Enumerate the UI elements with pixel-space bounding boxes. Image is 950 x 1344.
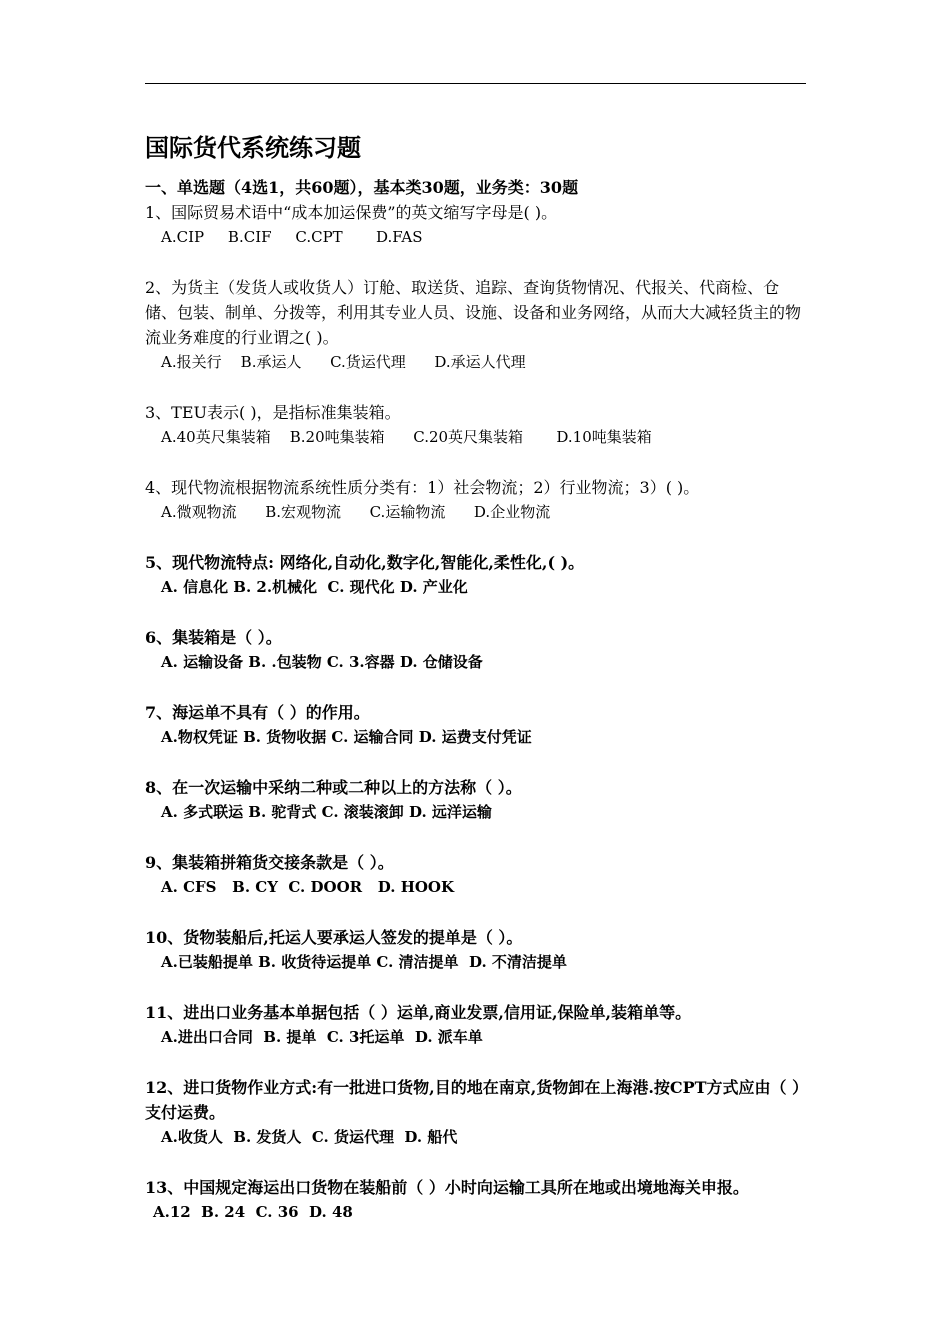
question-options: A.物权凭证 B. 货物收据 C. 运输合同 D. 运费支付凭证 <box>161 728 532 746</box>
question-12 <box>145 1075 810 1150</box>
question-options: A.40英尺集装箱 B.20吨集装箱 C.20英尺集装箱 D.10吨集装箱 <box>161 428 652 446</box>
question-stem: 10、货物装船后,托运人要承运人签发的提单是（ ）。 <box>145 928 523 947</box>
question-stem: 8、在一次运输中采纳二种或二种以上的方法称（ ）。 <box>145 778 522 797</box>
question-stem: 2、为货主（发货人或收货人）订舱、取送货、追踪、查询货物情况、代报关、代商检、仓储、包装、制单、分拨等，利用其专业人员、设施、设备和业务网络，从而大大减轻货主的物流业务难度的行业谓之( )。 <box>145 278 802 347</box>
question-options: A.CIP B.CIF C.CPT D.FAS <box>161 228 423 246</box>
question-options: A.进出口合同 B. 提单 C. 3托运单 D. 派车单 <box>161 1028 483 1046</box>
document-body <box>145 128 810 1225</box>
question-stem: 13、中国规定海运出口货物在装船前（ ）小时向运输工具所在地或出境地海关申报。 <box>145 1178 749 1197</box>
question-stem: 11、进出口业务基本单据包括（ ）运单,商业发票,信用证,保险单,装箱单等。 <box>145 1003 692 1022</box>
question-stem: 5、现代物流特点: 网络化,自动化,数字化,智能化,柔性化,( )。 <box>145 553 585 572</box>
question-stem: 4、现代物流根据物流系统性质分类有：1）社会物流；2）行业物流；3）( )。 <box>145 478 700 497</box>
question-options: A.报关行 B.承运人 C.货运代理 D.承运人代理 <box>161 353 526 371</box>
header-rule <box>145 83 806 84</box>
question-stem: 9、集装箱拼箱货交接条款是（ ）。 <box>145 853 394 872</box>
question-2 <box>145 275 810 375</box>
question-8 <box>145 775 810 825</box>
question-5 <box>145 550 810 600</box>
question-13 <box>145 1175 810 1225</box>
question-options: A.收货人 B. 发货人 C. 货运代理 D. 船代 <box>161 1128 458 1146</box>
question-4 <box>145 475 810 525</box>
question-stem: 12、进口货物作业方式:有一批进口货物,目的地在南京,货物卸在上海港.按CPT方式应由（ ） 支付运费。 <box>145 1078 809 1122</box>
question-1 <box>145 200 810 250</box>
question-options: A. 运输设备 B. .包装物 C. 3.容器 D. 仓储设备 <box>161 653 483 671</box>
question-10 <box>145 925 810 975</box>
question-stem: 6、集装箱是（ ）。 <box>145 628 282 647</box>
question-options: A. 信息化 B. 2.机械化 C. 现代化 D. 产业化 <box>161 578 468 596</box>
document-title: 国际货代系统练习题 <box>145 134 361 162</box>
question-options: A.已装船提单 B. 收货待运提单 C. 清洁提单 D. 不清洁提单 <box>161 953 567 971</box>
question-3 <box>145 400 810 450</box>
question-6 <box>145 625 810 675</box>
section-heading: 一、单选题（4选1，共60题），基本类30题，业务类：30题 <box>145 178 579 197</box>
question-options: A.微观物流 B.宏观物流 C.运输物流 D.企业物流 <box>161 503 551 521</box>
question-11 <box>145 1000 810 1050</box>
question-7 <box>145 700 810 750</box>
question-stem: 3、TEU表示( )，是指标准集装箱。 <box>145 403 401 422</box>
question-options: A.12 B. 24 C. 36 D. 48 <box>153 1203 353 1221</box>
question-stem: 1、国际贸易术语中“成本加运保费”的英文缩写字母是( )。 <box>145 203 558 222</box>
question-options: A. CFS B. CY C. DOOR D. HOOK <box>161 878 455 896</box>
question-options: A. 多式联运 B. 驼背式 C. 滚装滚卸 D. 远洋运输 <box>161 803 492 821</box>
question-9 <box>145 850 810 900</box>
question-stem: 7、海运单不具有（ ）的作用。 <box>145 703 370 722</box>
